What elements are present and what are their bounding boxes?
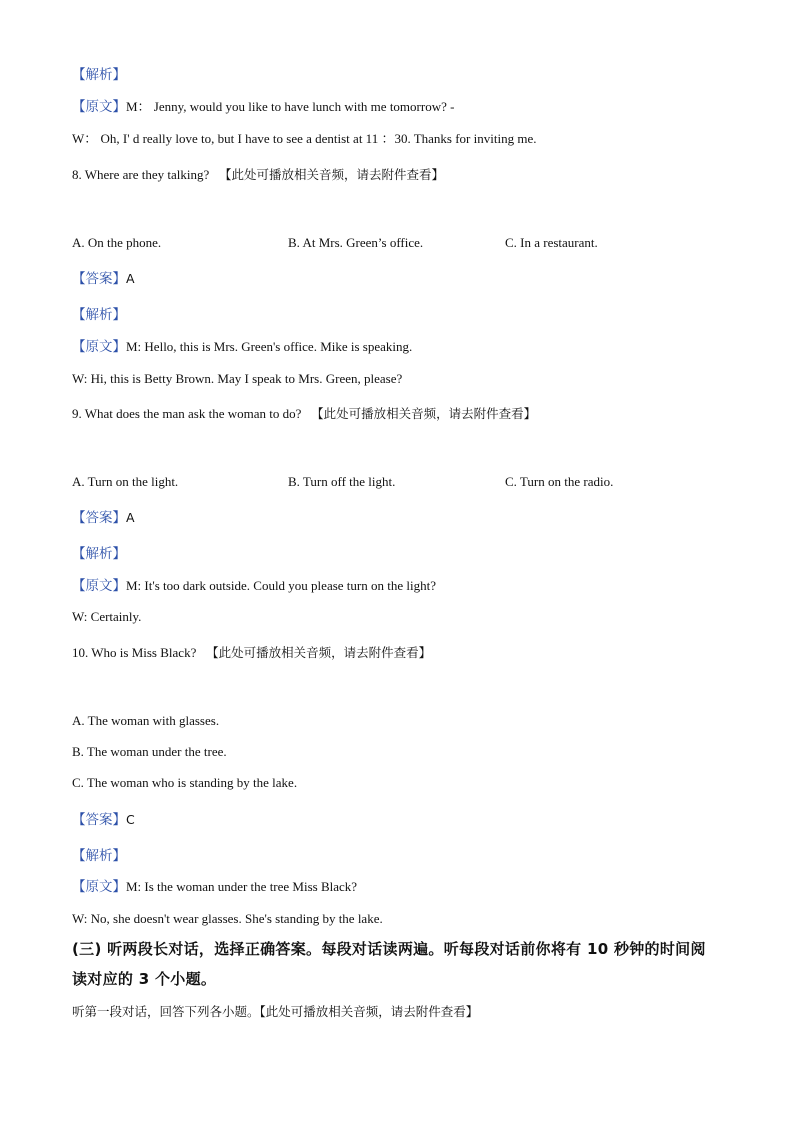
q10-analysis-label: 【解析】 [72, 848, 126, 864]
q8-option-c: C. In a restaurant. [505, 235, 598, 250]
section-heading-line1: (三) 听两段长对话，选择正确答案。每段对话读两遍。听每段对话前你将有 10 秒钟的时间阅 [72, 940, 706, 958]
q8-transcript-w: W: Hi, this is Betty Brown. May I speak to Mrs. Green, please? [72, 371, 403, 386]
q8-option-a: A. On the phone. [72, 235, 162, 250]
audio-note: 【此处可播放相关音频，请去附件查看】 [259, 1004, 479, 1019]
q8-answer: 【答案】A [72, 271, 135, 287]
q10-option-a: A. The woman with glasses. [72, 713, 220, 728]
q9-answer: 【答案】A [72, 510, 135, 526]
question-10: 10. Who is Miss Black? 【此处可播放相关音频，请去附件查看】 [72, 645, 432, 660]
section-instruction: 听第一段对话，回答下列各小题。【此处可播放相关音频，请去附件查看】 [72, 1004, 479, 1019]
q9-option-b: B. Turn off the light. [288, 474, 396, 489]
question-8: 8. Where are they talking? 【此处可播放相关音频，请去附件查看】 [72, 167, 445, 182]
q10-option-b: B. The woman under the tree. [72, 744, 227, 759]
q9-option-c: C. Turn on the radio. [505, 474, 614, 489]
q10-transcript-w: W: No, she doesn't wear glasses. She's standing by the lake. [72, 911, 383, 926]
audio-note: 【此处可播放相关音频，请去附件查看】 [206, 645, 432, 660]
q8-option-b: B. At Mrs. Green’s office. [288, 235, 424, 250]
q10-transcript-m: 【原文】M: Is the woman under the tree Miss Black? [72, 879, 358, 895]
audio-note: 【此处可播放相关音频，请去附件查看】 [311, 406, 537, 421]
q9-transcript-w: W: Certainly. [72, 609, 142, 624]
q8-transcript-m: 【原文】M: Hello, this is Mrs. Green's office. Mike is speaking. [72, 339, 413, 355]
analysis-label: 【解析】 [72, 67, 126, 83]
q8-analysis-label: 【解析】 [72, 307, 126, 323]
q9-analysis-label: 【解析】 [72, 546, 126, 562]
q9-transcript-m: 【原文】M: It's too dark outside. Could you please turn on the light? [72, 578, 436, 594]
audio-note: 【此处可播放相关音频，请去附件查看】 [219, 167, 445, 182]
question-9: 9. What does the man ask the woman to do? 【此处可播放相关音频，请去附件查看】 [72, 406, 537, 421]
section-heading-line2: 读对应的 3 个小题。 [72, 970, 217, 988]
transcript-line-m: 【原文】M： Jenny, would you like to have lunch with me tomorrow? - [72, 99, 455, 115]
q10-answer: 【答案】C [72, 812, 135, 828]
q9-option-a: A. Turn on the light. [72, 474, 179, 489]
transcript-line-w: W： Oh, I' d really love to, but I have to see a dentist at 11 ：30. Thanks for inviting me. [72, 131, 537, 146]
q10-option-c: C. The woman who is standing by the lake. [72, 775, 298, 790]
